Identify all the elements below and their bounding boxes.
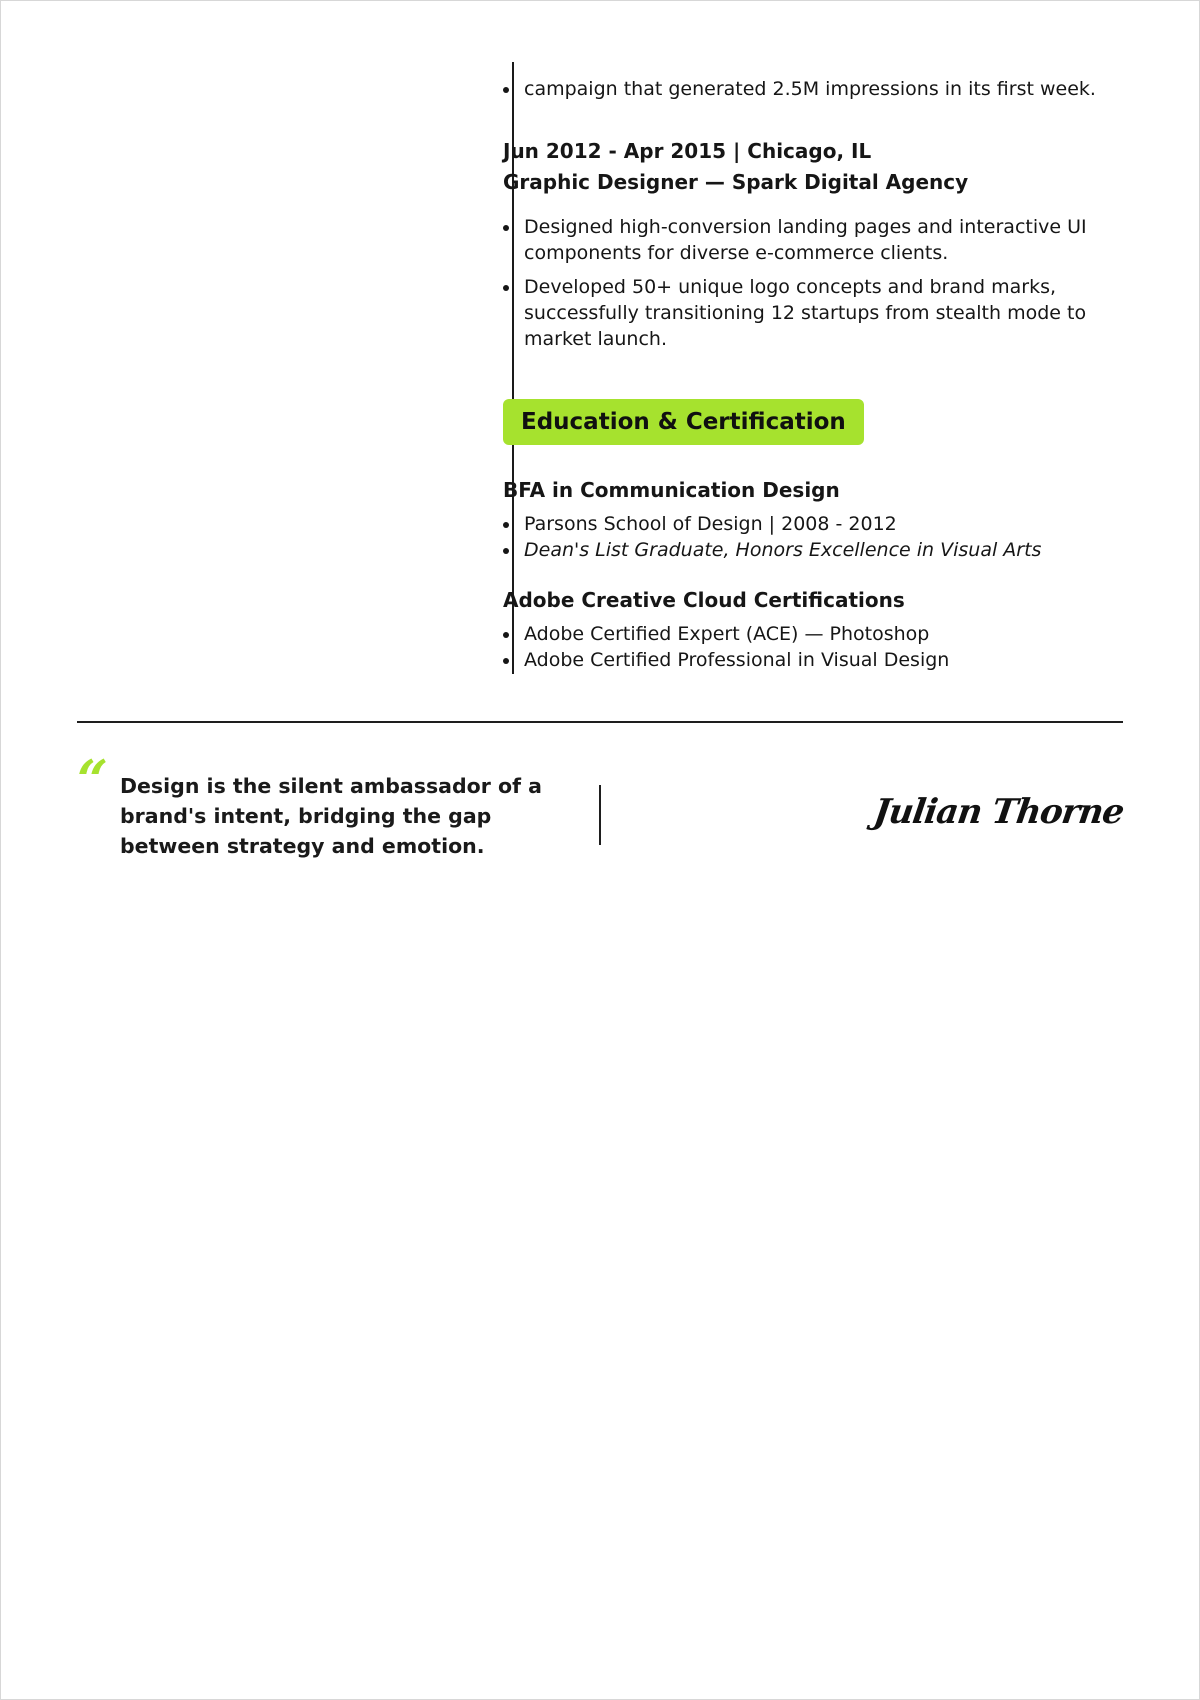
job-title: Graphic Designer — Spark Digital Agency <box>503 170 969 194</box>
certification-item: Adobe Certified Professional in Visual Design <box>503 647 1143 673</box>
certifications-title: Adobe Creative Cloud Certifications <box>503 588 905 612</box>
previous-job-bullets <box>503 76 1143 102</box>
job-bullets <box>503 214 1143 352</box>
footer-quote: Design is the silent ambassador of a brand's intent, bridging the gap between strategy and emotion. <box>120 774 542 858</box>
job-date-location: Jun 2012 - Apr 2015 | Chicago, IL <box>503 139 872 163</box>
footer-divider <box>77 721 1123 723</box>
previous-job-bullet: campaign that generated 2.5M impressions in its first week. <box>503 76 1143 102</box>
quote-mark-icon: “ <box>77 748 109 812</box>
degree-details <box>503 511 1143 563</box>
signature: Julian Thorne <box>870 792 1126 832</box>
degree-honors: Dean's List Graduate, Honors Excellence in Visual Arts <box>503 537 1143 563</box>
certification-item: Adobe Certified Expert (ACE) — Photoshop <box>503 621 1143 647</box>
degree-title: BFA in Communication Design <box>503 478 840 502</box>
degree-school: Parsons School of Design | 2008 - 2012 <box>503 511 1143 537</box>
job-bullet: Developed 50+ unique logo concepts and brand marks, successfully transitioning 12 startups from stealth mode to market launch. <box>503 274 1143 352</box>
footer-vertical-separator <box>599 785 601 845</box>
job-bullet: Designed high-conversion landing pages and interactive UI components for diverse e-commerce clients. <box>503 214 1143 266</box>
education-section-label: Education & Certification <box>503 399 864 445</box>
certifications-list <box>503 621 1143 673</box>
